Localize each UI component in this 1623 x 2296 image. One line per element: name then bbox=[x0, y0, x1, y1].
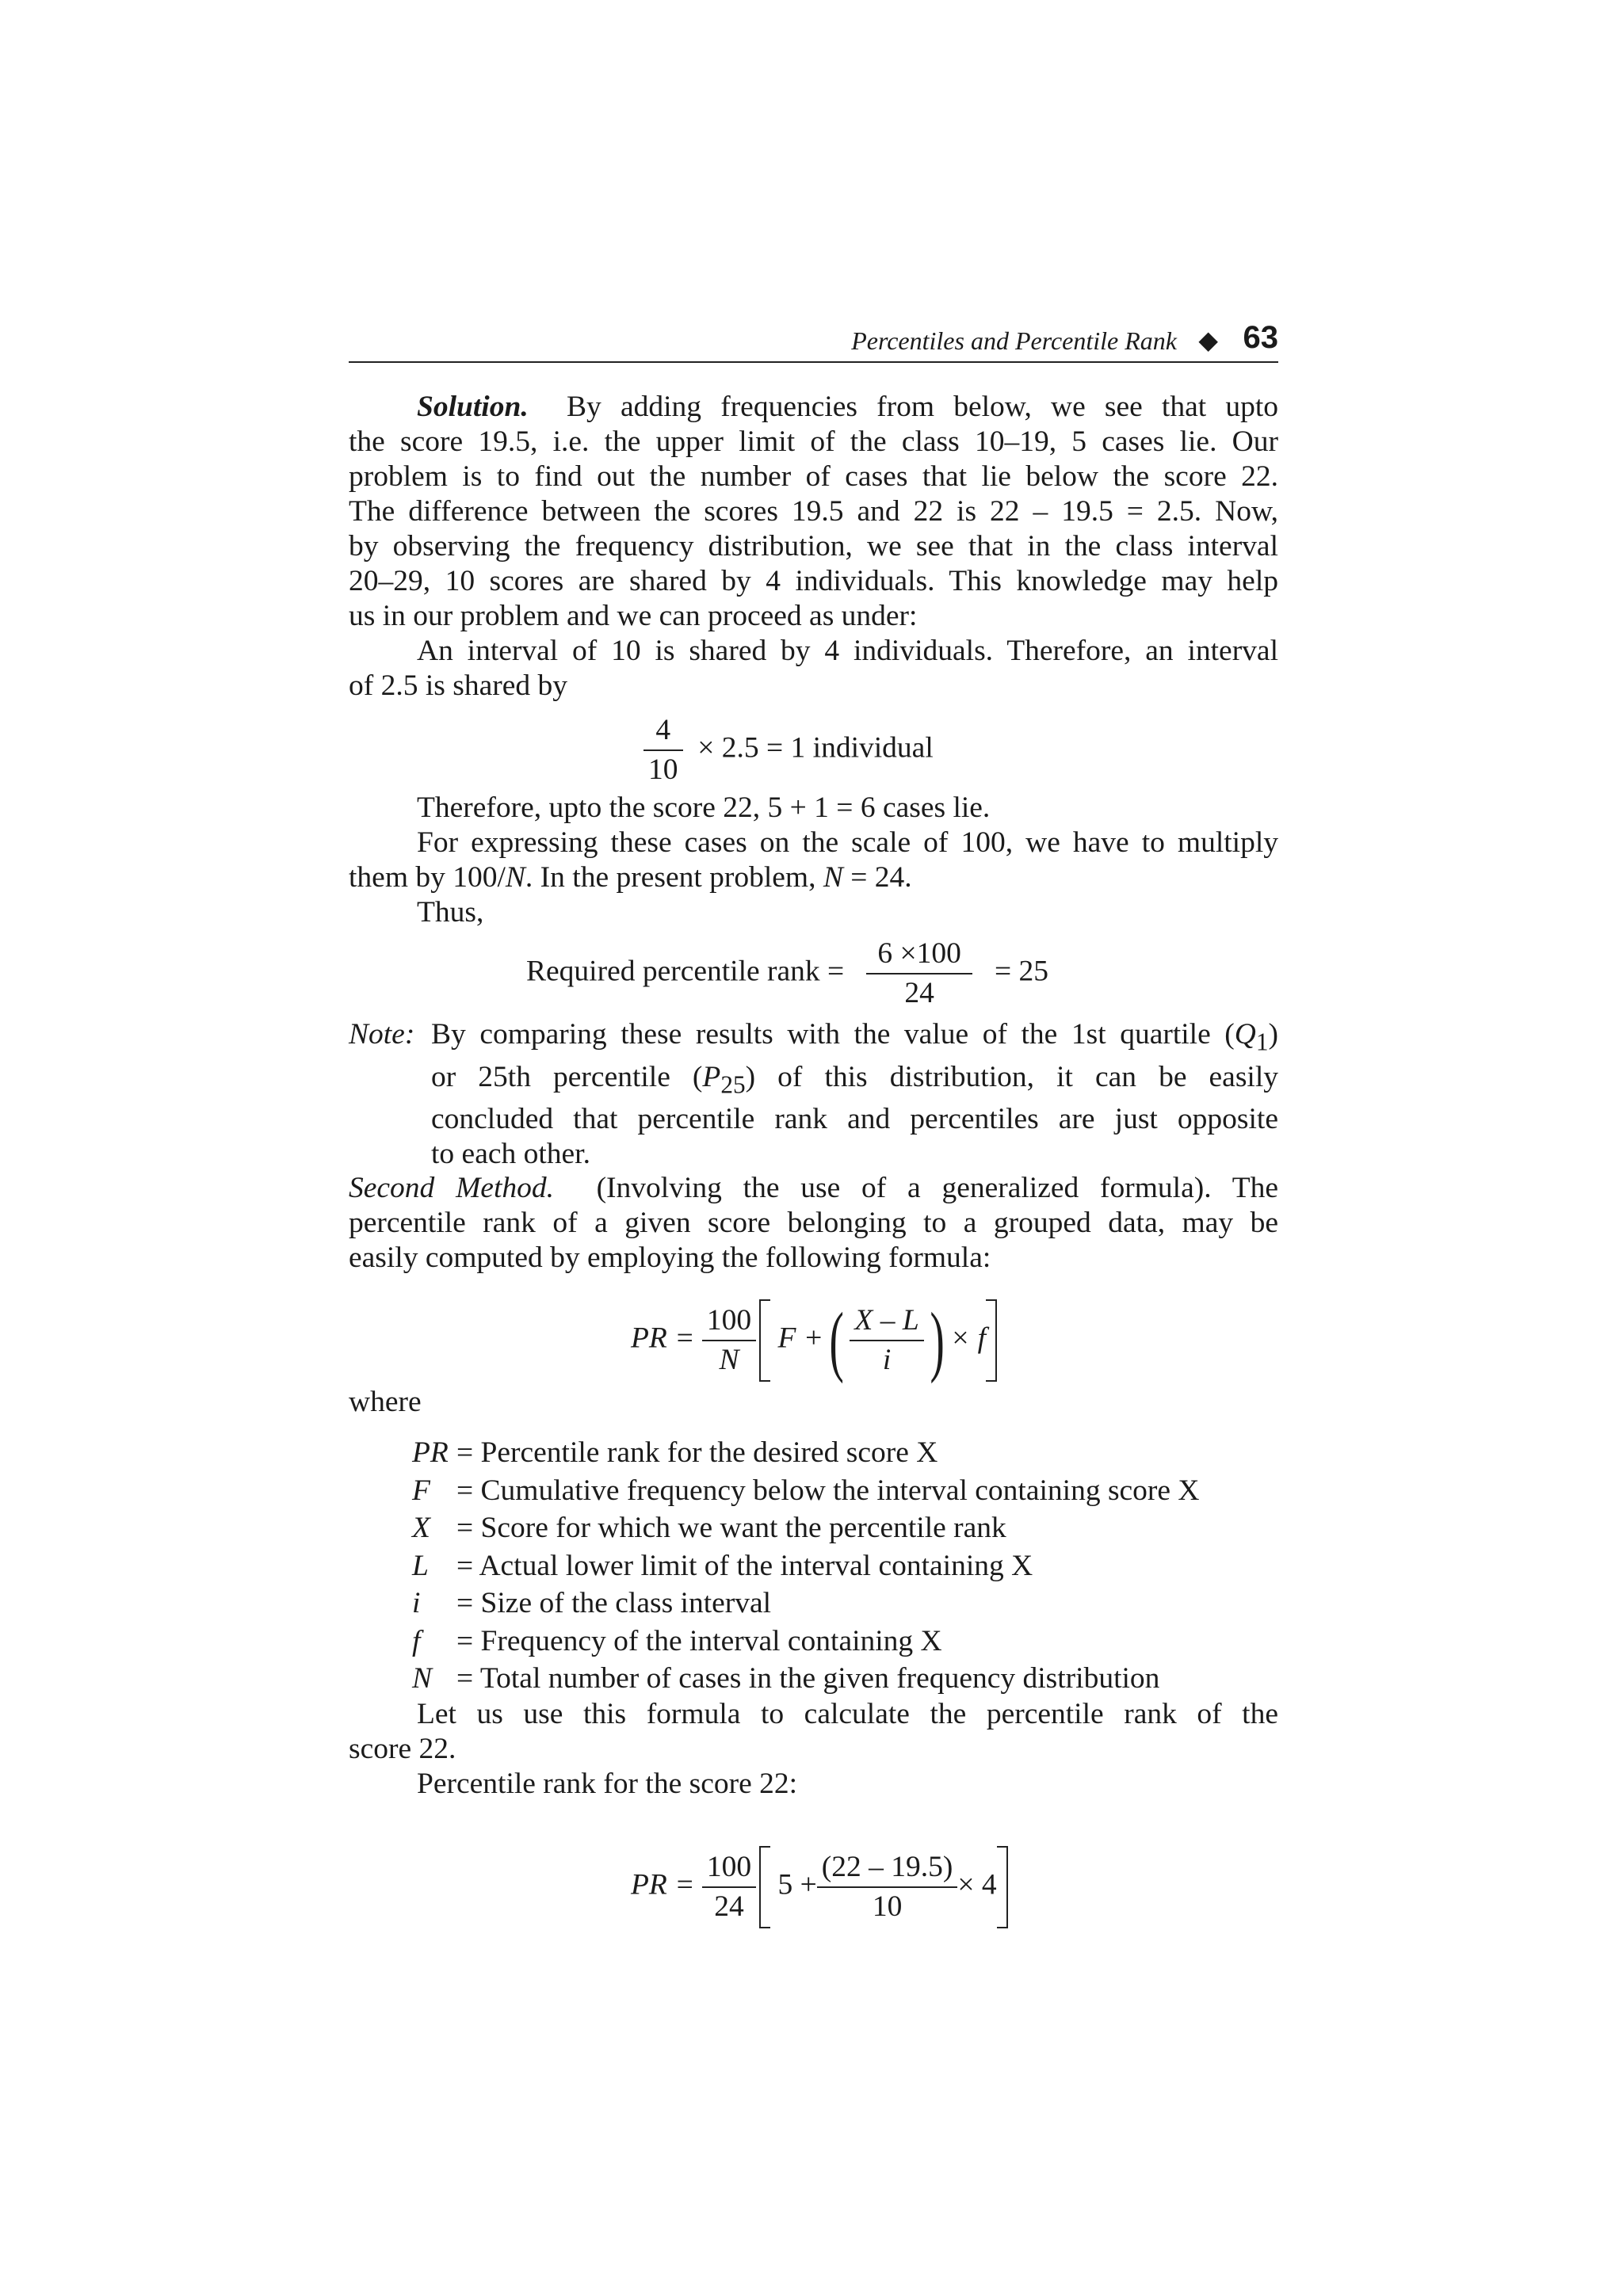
diamond-icon: ◆ bbox=[1198, 326, 1218, 354]
fraction-600-over-24: $\frac{6 \times 100}{24}$ bbox=[866, 935, 972, 1013]
page-number: 63 bbox=[1243, 320, 1278, 355]
second-method-label: Second Method. bbox=[349, 1172, 554, 1204]
second-method-paragraph: Second Method. (Involving the use of a generalized formula). The percentile rank of a given score belonging to a grouped data, may be easily computed by employing the following formula: bbox=[349, 1172, 1278, 1274]
fraction-4-over-10: $\frac{4}{10}$ bbox=[643, 711, 683, 789]
definition-row: F = Cumulative frequency below the interval containing score X bbox=[412, 1474, 1200, 1507]
definition-row: X = Score for which we want the percentile rank bbox=[412, 1512, 1006, 1544]
right-bracket bbox=[986, 1299, 997, 1382]
percentile-rank-formula: PR = $\frac{100}{N}$ F +( $\frac{X - L}{i}$ ) × f bbox=[631, 1299, 1000, 1382]
running-header bbox=[349, 320, 1278, 363]
note-text: By comparing these results with the value of the 1st quartile $(Q_1)$ or 25th percentile $(P_{25})$ of this distribution, it can be easily concluded that percentile rank and percentiles are just opposite to each other. bbox=[431, 1018, 1278, 1170]
definition-row: N = Total number of cases in the given frequency distribution bbox=[412, 1662, 1160, 1695]
therefore-paragraph: Therefore, upto the score 22, 5 + 1 = 6 cases lie. For expressing these cases on the scale of 100, we have to multiply them by 100/N. In the present problem, N = 24. Thus, bbox=[349, 791, 1278, 929]
definition-row: PR = Percentile rank for the desired score X bbox=[412, 1436, 938, 1469]
equation-individual: $\frac{4}{10}$ × 2.5 = 1 individual bbox=[643, 711, 934, 789]
definition-list bbox=[412, 1436, 1200, 1699]
running-title: Percentiles and Percentile Rank bbox=[851, 326, 1177, 355]
letus-paragraph: Let us use this formula to calculate the percentile rank of the score 22. Percentile rank for the score 22: bbox=[349, 1698, 1278, 1800]
left-bracket bbox=[759, 1299, 770, 1382]
solution-paragraph: Solution. By adding frequencies from below, we see that upto the score 19.5, i.e. the upper limit of the class 10–19, 5 cases lie. Our problem is to find out the number of cases that lie below the score 22. The difference between the scores 19.5 and 22 is 22 – 19.5 = 2.5. Now, by observing the frequency distribution, we see that in the class interval 20–29, 10 scores are shared by 4 individuals. This knowledge may help us in our problem and we can proceed as under: An interval of 10 is shared by 4 individuals. Therefore, an interval of 2.5 is shared by bbox=[349, 391, 1278, 702]
right-bracket bbox=[997, 1846, 1008, 1928]
definition-row: i = Size of the class interval bbox=[412, 1587, 772, 1619]
left-bracket bbox=[759, 1846, 770, 1928]
where-label: where bbox=[349, 1386, 422, 1418]
definition-row: f = Frequency of the interval containing X bbox=[412, 1624, 942, 1657]
solution-label: Solution. bbox=[417, 391, 529, 423]
note-label: Note: bbox=[349, 1018, 415, 1051]
percentile-rank-calculation: PR = $\frac{100}{24}$ 5 + $\frac{(22 - 19.5)}{10}$ × 4 bbox=[631, 1846, 1011, 1928]
definition-row: L = Actual lower limit of the interval containing X bbox=[412, 1549, 1033, 1582]
equation-required-percentile-rank: Required percentile rank = $\frac{6 \times 100}{24}$ = 25 bbox=[526, 935, 1048, 1013]
